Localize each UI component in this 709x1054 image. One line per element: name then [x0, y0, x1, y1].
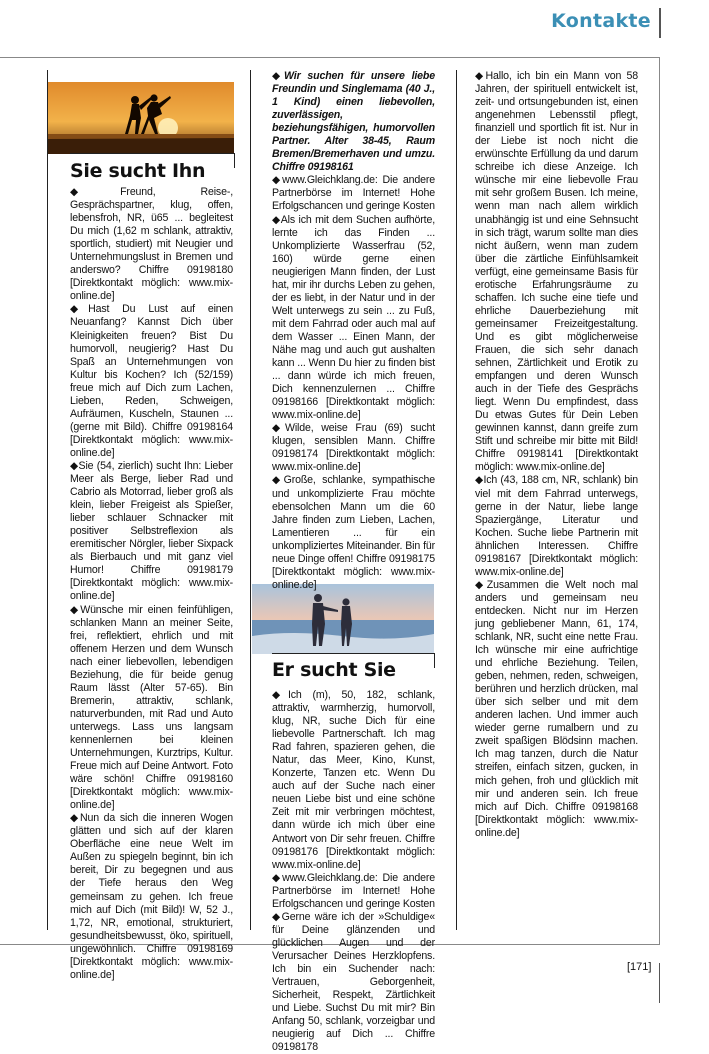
ads-column-1	[70, 186, 233, 982]
ad-listing: ◆Freund, Reise-, Gesprächspartner, klug, offen, lebensfroh, NR, ü65 ... begleitest Du mich (1,62 m schlank, attraktiv, sportlich, studiert) mit Neugier und Unternehmungslust in Bremen und anderswo? Chiffre 09198180 [Direktkontakt möglich: www.mix-online.de]	[70, 186, 233, 303]
ad-listing: ◆Hast Du Lust auf einen Neuanfang? Kannst Dich über Kleinigkeiten freuen? Bist Du humorvoll, neugierig? Hast Du Spaß an Unternehmungen von Kultur bis Kochen? Ich (52/159) freue mich auf Dich zum Lachen, Lieben, Reden, Schweigen, Aufräumen, Kuscheln, Staunen ... (gerne mit Bild). Chiffre 09198164 [Direktkontakt möglich: www.mix-online.de]	[70, 303, 233, 459]
ad-listing: ◆Große, schlanke, sympathische und unkomplizierte Frau möchte ebensolchen Mann um die 60 Jahre finden zum Lieben, Lachen, Lamentieren ... für ein unkompliziertes Miteinander. Bin für neue Dinge offen! Chiffre 09198175 [Direktkontakt möglich: www.mix-online.de]	[272, 474, 435, 591]
ad-listing: ◆Zusammen die Welt noch mal anders und gemeinsam neu entdecken. Nicht nur im Herzen jung gebliebener Mann, 61, 174, schlank, NR, sucht eine nette Frau. Ich wünsche mir eine aufrichtige und ehrliche Beziehung. Teilen, geben, nehmen, reden, schweigen, berühren und herzlich drücken, mal über sich selber und mit dem anderen lachen. Und immer auch wieder gerne rumalbern und zu zweit spaßigen Blödsinn machen. Ich mag tanzen, durch die Natur streifen, einfach sitzen, gucken, in mich gehen, froh und glücklich mit mir und anderen sein. Ich freue mich auf Dich. Chiffre 09198168 [Direktkontakt möglich: www.mix-online.de]	[475, 578, 638, 839]
footer-divider	[659, 963, 660, 1003]
ad-listing: ◆Gerne wäre ich der »Schuldige« für Deine glänzenden und glücklichen Augen und der Verursacher Deines Herzklopfens. Ich bin ein Suchender nach: Vertrauen, Geborgenheit, Sicherheit, Respekt, Zärtlichkeit und Liebe. Suchst Du mit mir? Bin Anfang 50, schlank, vorzeigbar und neugierig auf Dich ... Chiffre 09198178	[272, 910, 435, 1054]
section-title-er-sucht-sie: Er sucht Sie	[272, 659, 402, 681]
ad-listing: ◆Ich (43, 188 cm, NR, schlank) bin viel mit dem Fahrrad unterwegs, gerne in der Natur, liebe lange Spaziergänge, Literatur und Kochen. Suche liebe Partnerin mit ähnlichen Interessen. Chiffre 09198167 [Direktkontakt möglich: www.mix-online.de]	[475, 474, 638, 578]
ads-column-3	[475, 70, 638, 840]
column-divider-left	[47, 70, 48, 930]
page-section-title: Kontakte	[551, 10, 651, 32]
ads-column-2-top	[272, 70, 435, 592]
dancing-couple-sunset-photo	[48, 82, 234, 154]
section-title-sie-sucht-ihn: Sie sucht Ihn	[70, 160, 211, 182]
ad-listing: ◆Als ich mit dem Suchen aufhörte, lernte ich das Finden ... Unkomplizierte Wasserfrau (52, 160) würde gerne einen neugierigen Mann finden, der Lust hat, mir ihr durchs Leben zu gehen, der es liebt, in der Natur und in der Welt unterwegs zu sein ... zu Fuß, mit dem Fahrrad oder auch mal auf dem Wasser ... Einen Mann, der Nähe mag und auch gut aushalten kann ... Wenn Du hier zu finden bist ... dann würde ich mich freuen, Dich kennenzulernen ... Chiffre 09198166 [Direktkontakt möglich: www.mix-online.de]	[272, 213, 435, 422]
ad-listing: ◆Nun da sich die inneren Wogen glätten und sich auf der klaren Oberfläche eine neue Welt im Außen zu spiegeln beginnt, bin ich bereit, Dir zu begegnen und aus der Tiefe heraus den Weg gemeinsam zu gehen. Ich freue mich auf Dich (mit Bild)! W, 52 J., 1,72, NR, emotional, strukturiert, gesundheitsbewusst, öko, spirituell, ungewöhnlich. Chiffre 09198169 [Direktkontakt möglich: www.mix-online.de]	[70, 812, 233, 981]
ad-listing: ◆Sie (54, zierlich) sucht Ihn: Lieber Meer als Berge, lieber Rad und Cabrio als Motorrad, lieber groß als klein, lieber Freigeist als Spießer, lieber schlauer Schnacker mit positiver Selbstreflexion als eremitischer Nörgler, lieber Sixpack als Bierbauch und mit ganz viel Humor! Chiffre 09198179 [Direktkontakt möglich: www.mix-online.de]	[70, 459, 233, 603]
column-divider-1	[250, 70, 251, 930]
beach-couple-photo	[252, 584, 434, 654]
ad-listing: ◆www.Gleichklang.de: Die andere Partnerbörse im Internet! Hohe Erfolgschancen und geringe Kosten	[272, 871, 435, 910]
ad-listing: ◆www.Gleichklang.de: Die andere Partnerbörse im Internet! Hohe Erfolgschancen und geringe Kosten	[272, 174, 435, 213]
ad-listing: ◆Hallo, ich bin ein Mann von 58 Jahren, der spirituell entwickelt ist, zeit- und ortsungebunden ist, einen angenehmen Lebensstil pflegt, finanziell und sportlich fit ist. Nur in der Liebe ist noch nicht die erwünschte Erfüllung da und darum schreibe ich diese Anzeige. Ich wünsche mir eine liebevolle Frau mit sehr großem Busen. Ich meine, wenn man nach allem wirklich unabhängig ist und eine Sehnsucht in sich trägt, warum sollte man dies nicht äußern, wenn man zudem über die zärtliche Einfühlsamkeit verfügt, eine gemeinsame Basis für erotische Erfahrungsräume zu schaffen. Ich suche eine tiefe und ehrliche Dauerbeziehung mit gemeinsamer Freizeitgestaltung. Und es gibt möglicherweise Frauen, die sich sehr danach sehnen, Zärtlichkeit und Erotik zu empfangen und deren Wunsch auch in der Tiefe des Gesprächs liegt. Wenn Du empfindest, dass Du etwas Gutes für Dein Leben gewinnen kannst, dann greife zum Stift und schreibe mir bitte mit Bild! Chiffre 09198141 [Direktkontakt möglich: www.mix-online.de]	[475, 70, 638, 474]
header-divider	[659, 8, 661, 38]
ad-listing: ◆Ich (m), 50, 182, schlank, attraktiv, warmherzig, humorvoll, klug, NR, suche Dich für eine liebevolle Partnerschaft. Ich mag Rad fahren, spazieren gehen, die Natur, das Meer, Kino, Kunst, Konzerte, Tanzen etc. Wenn Du auch auf der Suche nach einer neuen Liebe bist und eine schöne Zeit mit mir verbringen möchtest, dann würde ich mich über eine Antwort von Dir sehr freuen. Chiffre 09198176 [Direktkontakt möglich: www.mix-online.de]	[272, 689, 435, 871]
page-number: [171]	[627, 961, 652, 973]
ad-listing-highlight: ◆Wir suchen für unsere liebe Freundin und Singlemama (40 J., 1 Kind) einen liebevollen, zuverlässigen, beziehungsfähigen, humorvollen Partner. Alter 38-45, Raum Bremen/Bremerhaven und umzu. Chiffre 09198161	[272, 70, 435, 174]
column-divider-2	[456, 70, 457, 930]
ad-listing: ◆Wilde, weise Frau (69) sucht klugen, sensiblen Mann. Chiffre 09198174 [Direktkontakt möglich: www.mix-online.de]	[272, 422, 435, 474]
ads-column-2-bottom	[272, 689, 435, 1054]
ad-listing: ◆Wünsche mir einen feinfühligen, schlanken Mann an meiner Seite, frei, reflektiert, ehrlich und mit offenem Herzen und dem Wunsch nach einer liebevollen, lebendigen Beziehung, die für beide genug Raum lässt (Alter 57-65). Bin Bremerin, attraktiv, schlank, naturverbunden, mit Rad und Auto unterwegs. Lass uns langsam kennenlernen bei kleinen Unternehmungen, Kurztrips, Kultur. Freue mich auf Deine Antwort. Foto wäre schön! Chiffre 09198160 [Direktkontakt möglich: www.mix-online.de]	[70, 603, 233, 812]
